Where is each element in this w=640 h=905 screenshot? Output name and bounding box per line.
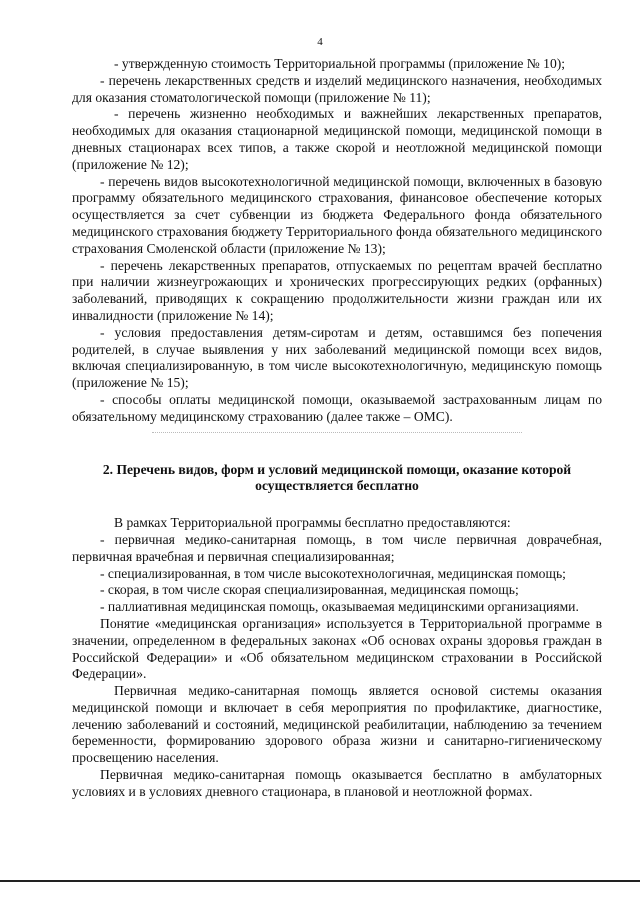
list-item: - перечень жизненно необходимых и важнейших лекарственных препаратов, необходимых для оказания стационарной медицинской помощи, медицинской помощи в дневных стационарах всех типов, а также скорой и неотложной медицинской помощи (приложение № 12); <box>72 106 602 172</box>
paragraph: Первичная медико-санитарная помощь оказывается бесплатно в амбулаторных условиях и в условиях дневного стационара, в плановой и неотложной формах. <box>72 767 602 799</box>
list-item: - утвержденную стоимость Территориальной программы (приложение № 10); <box>114 56 566 71</box>
list-item: - перечень лекарственных препаратов, отпускаемых по рецептам врачей бесплатно при наличии жизнеугрожающих и хронических прогрессирующих редких (орфанных) заболеваний, приводящих к сокращению продолжительности жизни граждан или их инвалидности (приложение № 14); <box>72 257 602 323</box>
list-item: - условия предоставления детям-сиротам и детям, оставшимся без попечения родителей, в случае выявления у них заболеваний медицинской помощи всех видов, включая специализированную, в том числе высокотехнологичную, медицинскую помощь (приложение № 15); <box>72 324 602 391</box>
separator <box>152 432 522 434</box>
paragraph: Понятие «медицинская организация» используется в Территориальной программе в значении, определенном в федеральных законах «Об основах охраны здоровья граждан в Российской Федерации» и «Об обязательном медицинском страховании в Российской Федерации». <box>72 615 602 682</box>
list-item: - способы оплаты медицинской помощи, оказываемой застрахованным лицам по обязательному медицинскому страхованию (далее также – ОМС). <box>72 391 602 424</box>
section-list-item: - специализированная, в том числе высокотехнологичная, медицинская помощь; <box>100 565 566 581</box>
section-intro: В рамках Территориальной программы бесплатно предоставляются: <box>114 515 511 531</box>
list-item: - перечень лекарственных средств и изделий медицинского назначения, необходимых для оказания стоматологической помощи (приложение № 11); <box>72 72 602 105</box>
list-item: - перечень видов высокотехнологичной медицинской помощи, включенных в базовую программу обязательного медицинского страхования, финансовое обеспечение которых осуществляется за счет субвенции из бюджета Федерального фонда обязательного медицинского страхования бюджету Территориального фонда обязательного медицинского страхования Смоленской области (приложение № 13); <box>72 173 602 256</box>
section-list-item: - первичная медико-санитарная помощь, в том числе первичная доврачебная, первичная врачебная и первичная специализированная; <box>72 531 602 564</box>
section-list-item: - паллиативная медицинская помощь, оказываемая медицинскими организациями. <box>100 599 579 615</box>
bottom-rule <box>0 880 640 882</box>
section-heading: 2. Перечень видов, форм и условий медицинской помощи, оказание которой осуществляется бесплатно <box>102 461 572 494</box>
document-body <box>72 56 602 801</box>
section-list-item: - скорая, в том числе скорая специализированная, медицинская помощь; <box>100 582 519 598</box>
paragraph: Первичная медико-санитарная помощь является основой системы оказания медицинской помощи и включает в себя мероприятия по профилактике, диагностике, лечению заболеваний и состояний, медицинской реабилитации, наблюдению за течением беременности, формированию здорового образа жизни и санитарно-гигиеническому просвещению населения. <box>72 683 602 766</box>
page-number: 4 <box>317 36 323 48</box>
